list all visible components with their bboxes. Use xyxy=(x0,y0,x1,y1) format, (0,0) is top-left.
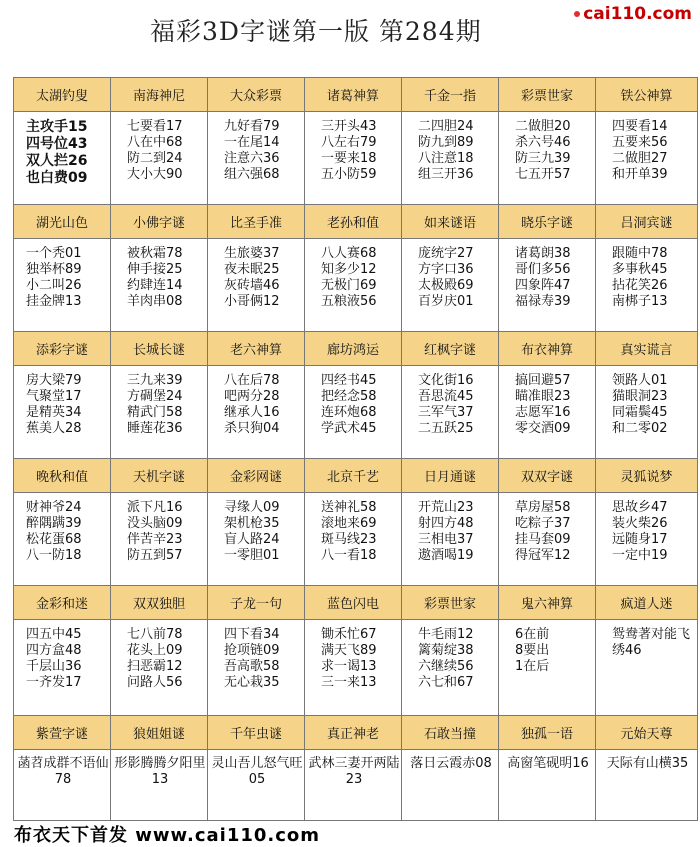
riddle-line: 小二叫26 xyxy=(26,278,82,293)
riddle-line: 杀六号46 xyxy=(515,135,571,150)
expert-name: 诸葛神算 xyxy=(305,78,402,112)
riddle-cell xyxy=(111,750,208,821)
riddle-cell xyxy=(208,750,305,821)
riddle-line: 七五开57 xyxy=(515,167,571,182)
expert-name: 天机字谜 xyxy=(111,459,208,493)
expert-name: 晓乐字谜 xyxy=(499,205,596,239)
riddle-cell xyxy=(499,620,596,716)
riddle-line: 房大梁79 xyxy=(26,373,82,388)
riddle-line: 七要看17 xyxy=(127,119,183,134)
riddle-line: 小哥俩12 xyxy=(224,294,280,309)
riddle-line: 零交酒09 xyxy=(515,421,571,436)
riddle-line: 松花蛋68 xyxy=(26,532,82,547)
riddle-line: 射四方48 xyxy=(418,516,474,531)
expert-name: 大众彩票 xyxy=(208,78,305,112)
riddle-line: 锄禾忙67 xyxy=(321,627,377,642)
riddle-line: 气聚堂17 xyxy=(26,389,82,404)
riddle-line: 醉隅蹒39 xyxy=(26,516,82,531)
riddle-cell xyxy=(208,112,305,205)
riddle-line: 防九到89 xyxy=(418,135,474,150)
riddle-line: 文化街16 xyxy=(418,373,474,388)
riddle-line: 百岁庆01 xyxy=(418,294,474,309)
riddle-line: 三开头43 xyxy=(321,119,377,134)
riddle-line: 庞统字27 xyxy=(418,246,474,261)
riddle-line: 瞄准眼23 xyxy=(515,389,571,404)
riddle-line: 鸳鸯著对能飞绣46 xyxy=(612,627,691,658)
riddle-line: 篱菊绽38 xyxy=(418,643,474,658)
riddle-cell xyxy=(402,493,499,586)
riddle-line: 八左右79 xyxy=(321,135,377,150)
riddle-line: 把经念58 xyxy=(321,389,377,404)
riddle-line: 四象阵47 xyxy=(515,278,571,293)
riddle-line: 哥们多56 xyxy=(515,262,571,277)
expert-name: 蓝色闪电 xyxy=(305,586,402,620)
riddle-line: 吧两分28 xyxy=(224,389,280,404)
riddle-line: 学武术45 xyxy=(321,421,377,436)
logo-dot-icon xyxy=(574,11,580,17)
expert-name: 子龙一句 xyxy=(208,586,305,620)
riddle-line: 没头脑09 xyxy=(127,516,183,531)
riddle-line: 寻缘人09 xyxy=(224,500,280,515)
riddle-grid xyxy=(13,77,698,821)
riddle-cell xyxy=(305,366,402,459)
riddle-line: 无极门69 xyxy=(321,278,377,293)
riddle-line: 挂金牌13 xyxy=(26,294,82,309)
riddle-line: 架机枪35 xyxy=(224,516,280,531)
riddle-cell xyxy=(596,750,698,821)
expert-name: 老六神算 xyxy=(208,332,305,366)
riddle-cell xyxy=(208,620,305,716)
riddle-cell xyxy=(208,366,305,459)
riddle-cell xyxy=(499,112,596,205)
expert-name: 双双字谜 xyxy=(499,459,596,493)
riddle-line: 远随身17 xyxy=(612,532,668,547)
riddle-line: 牛毛雨12 xyxy=(418,627,474,642)
riddle-line: 一零胆01 xyxy=(224,548,280,563)
riddle-line: 方碉堡24 xyxy=(127,389,183,404)
expert-name: 灵狐说梦 xyxy=(596,459,698,493)
riddle-cell xyxy=(305,750,402,821)
expert-name: 如来谜语 xyxy=(402,205,499,239)
riddle-line: 精武门58 xyxy=(127,405,183,420)
riddle-cell xyxy=(402,366,499,459)
header-row xyxy=(14,459,698,493)
riddle-line: 一在尾14 xyxy=(224,135,280,150)
riddle-line: 得冠军12 xyxy=(515,548,571,563)
riddle-line: 六七和67 xyxy=(418,675,474,690)
riddle-line: 扫恶霸12 xyxy=(127,659,183,674)
riddle-line: 知多少12 xyxy=(321,262,377,277)
riddle-line: 大小大90 xyxy=(127,167,183,182)
expert-name: 狼姐姐谜 xyxy=(111,716,208,750)
expert-name: 湖光山色 xyxy=(14,205,111,239)
riddle-line: 组六强68 xyxy=(224,167,280,182)
riddle-cell xyxy=(111,493,208,586)
riddle-line: 多事秋45 xyxy=(612,262,668,277)
riddle-cell xyxy=(596,493,698,586)
riddle-line: 三九来39 xyxy=(127,373,183,388)
riddle-line: 五粮液56 xyxy=(321,294,377,309)
riddle-cell xyxy=(402,112,499,205)
riddle-line: 盲人路24 xyxy=(224,532,280,547)
content-row xyxy=(14,239,698,332)
expert-name: 廊坊鸿运 xyxy=(305,332,402,366)
riddle-line: 羊肉串08 xyxy=(127,294,183,309)
riddle-line: 太极殿69 xyxy=(418,278,474,293)
riddle-cell xyxy=(305,112,402,205)
riddle-line: 八人赛68 xyxy=(321,246,377,261)
riddle-line: 二做胆20 xyxy=(515,119,571,134)
expert-name: 太湖钓叟 xyxy=(14,78,111,112)
riddle-line: 跟随中78 xyxy=(612,246,668,261)
riddle-line: 一定中19 xyxy=(612,548,668,563)
expert-name: 金彩网谜 xyxy=(208,459,305,493)
riddle-line: 吾高歌58 xyxy=(224,659,280,674)
riddle-cell xyxy=(208,493,305,586)
riddle-line: 二五跃25 xyxy=(418,421,474,436)
riddle-cell xyxy=(596,239,698,332)
header-row xyxy=(14,205,698,239)
riddle-line: 福禄寿39 xyxy=(515,294,571,309)
expert-name: 红枫字谜 xyxy=(402,332,499,366)
header-row xyxy=(14,332,698,366)
riddle-cell xyxy=(14,239,111,332)
riddle-line: 送神礼58 xyxy=(321,500,377,515)
riddle-line: 千层山36 xyxy=(26,659,82,674)
expert-name: 真正神老 xyxy=(305,716,402,750)
riddle-line: 武林三妻开两陆23 xyxy=(308,756,400,787)
riddle-line: 吾思流45 xyxy=(418,389,474,404)
riddle-line: 六继续56 xyxy=(418,659,474,674)
riddle-cell xyxy=(111,239,208,332)
riddle-line: 主攻手15 xyxy=(26,119,88,135)
riddle-line: 五要来56 xyxy=(612,135,668,150)
riddle-line: 防三九39 xyxy=(515,151,571,166)
riddle-line: 灵山吾儿怒气旺05 xyxy=(211,756,303,787)
riddle-line: 一要来18 xyxy=(321,151,377,166)
riddle-line: 生旅婆37 xyxy=(224,246,280,261)
riddle-line: 猫眼洞23 xyxy=(612,389,668,404)
riddle-line: 连环炮68 xyxy=(321,405,377,420)
riddle-cell xyxy=(111,620,208,716)
expert-name: 老孙和值 xyxy=(305,205,402,239)
riddle-line: 天际有山横35 xyxy=(606,756,689,771)
riddle-line: 8要出 xyxy=(515,643,550,658)
expert-name: 晚秋和值 xyxy=(14,459,111,493)
riddle-line: 杀只狗04 xyxy=(224,421,280,436)
riddle-line: 满天飞89 xyxy=(321,643,377,658)
header-row xyxy=(14,716,698,750)
content-row xyxy=(14,750,698,821)
riddle-cell xyxy=(111,366,208,459)
riddle-cell xyxy=(14,366,111,459)
content-row xyxy=(14,493,698,586)
riddle-line: 防五到57 xyxy=(127,548,183,563)
riddle-line: 无心栽35 xyxy=(224,675,280,690)
riddle-line: 开荒山23 xyxy=(418,500,474,515)
riddle-cell xyxy=(499,493,596,586)
riddle-line: 滚地来69 xyxy=(321,516,377,531)
riddle-line: 同霜鬓45 xyxy=(612,405,668,420)
riddle-line: 独举杯89 xyxy=(26,262,82,277)
riddle-line: 组三开36 xyxy=(418,167,474,182)
expert-name: 元始天尊 xyxy=(596,716,698,750)
riddle-line: 八在中68 xyxy=(127,135,183,150)
riddle-cell xyxy=(499,750,596,821)
riddle-cell xyxy=(305,239,402,332)
riddle-line: 拈花笑26 xyxy=(612,278,668,293)
expert-name: 双双独胆 xyxy=(111,586,208,620)
riddle-cell xyxy=(596,366,698,459)
riddle-line: 思故乡47 xyxy=(612,500,668,515)
expert-name: 比圣手准 xyxy=(208,205,305,239)
riddle-line: 防二到24 xyxy=(127,151,183,166)
riddle-cell xyxy=(499,239,596,332)
riddle-line: 三相电37 xyxy=(418,532,474,547)
riddle-line: 抢项链09 xyxy=(224,643,280,658)
riddle-line: 四下看34 xyxy=(224,627,280,642)
expert-name: 长城长谜 xyxy=(111,332,208,366)
expert-name: 小佛字谜 xyxy=(111,205,208,239)
riddle-line: 求一谒13 xyxy=(321,659,377,674)
riddle-cell xyxy=(596,112,698,205)
riddle-line: 高窗笔砚明16 xyxy=(507,756,589,771)
riddle-line: 二做胆27 xyxy=(612,151,668,166)
riddle-cell xyxy=(402,750,499,821)
expert-name: 南海神尼 xyxy=(111,78,208,112)
riddle-line: 双人拦26 xyxy=(26,153,88,169)
riddle-line: 睡莲花36 xyxy=(127,421,183,436)
riddle-line: 草房屋58 xyxy=(515,500,571,515)
content-row xyxy=(14,620,698,716)
riddle-line: 是精英34 xyxy=(26,405,82,420)
expert-name: 真实谎言 xyxy=(596,332,698,366)
riddle-line: 夜未眠25 xyxy=(224,262,280,277)
riddle-cell xyxy=(14,750,111,821)
riddle-cell xyxy=(111,112,208,205)
riddle-line: 斑马线23 xyxy=(321,532,377,547)
riddle-line: 装火柴26 xyxy=(612,516,668,531)
expert-name: 铁公神算 xyxy=(596,78,698,112)
riddle-line: 南梆子13 xyxy=(612,294,668,309)
expert-name: 千年虫谜 xyxy=(208,716,305,750)
expert-name: 彩票世家 xyxy=(499,78,596,112)
riddle-line: 伸手接25 xyxy=(127,262,183,277)
riddle-line: 遨酒喝19 xyxy=(418,548,474,563)
riddle-line: 落日云霞赤08 xyxy=(410,756,492,771)
riddle-line: 灰砖墙46 xyxy=(224,278,280,293)
riddle-line: 八注意18 xyxy=(418,151,474,166)
riddle-line: 被秋霜78 xyxy=(127,246,183,261)
expert-name: 彩票世家 xyxy=(402,586,499,620)
expert-name: 紫萱字谜 xyxy=(14,716,111,750)
riddle-line: 花头上09 xyxy=(127,643,183,658)
riddle-line: 八一防18 xyxy=(26,548,82,563)
riddle-line: 八在后78 xyxy=(224,373,280,388)
riddle-line: 二四胆24 xyxy=(418,119,474,134)
riddle-line: 四要看14 xyxy=(612,119,668,134)
riddle-cell xyxy=(14,493,111,586)
riddle-line: 和二零02 xyxy=(612,421,668,436)
riddle-line: 一齐发17 xyxy=(26,675,82,690)
content-row xyxy=(14,366,698,459)
riddle-line: 四经书45 xyxy=(321,373,377,388)
riddle-line: 方字口36 xyxy=(418,262,474,277)
riddle-line: 领路人01 xyxy=(612,373,668,388)
header-row xyxy=(14,586,698,620)
riddle-line: 三军气37 xyxy=(418,405,474,420)
riddle-line: 挂马套09 xyxy=(515,532,571,547)
expert-name: 石敢当撞 xyxy=(402,716,499,750)
expert-name: 吕洞宾谜 xyxy=(596,205,698,239)
riddle-cell xyxy=(305,620,402,716)
riddle-cell xyxy=(208,239,305,332)
riddle-line: 三一来13 xyxy=(321,675,377,690)
riddle-line: 九好看79 xyxy=(224,119,280,134)
riddle-line: 一个秃01 xyxy=(26,246,82,261)
expert-name: 鬼六神算 xyxy=(499,586,596,620)
riddle-line: 四五中45 xyxy=(26,627,82,642)
riddle-line: 1在后 xyxy=(515,659,550,674)
riddle-cell xyxy=(499,366,596,459)
riddle-line: 注意六36 xyxy=(224,151,280,166)
riddle-cell xyxy=(596,620,698,716)
riddle-line: 形影腾腾夕阳里13 xyxy=(114,756,206,787)
expert-name: 疯道人迷 xyxy=(596,586,698,620)
riddle-cell xyxy=(14,620,111,716)
riddle-cell xyxy=(402,620,499,716)
riddle-line: 6在前 xyxy=(515,627,550,642)
riddle-line: 吃粽子37 xyxy=(515,516,571,531)
riddle-cell xyxy=(14,112,111,205)
expert-name: 北京千艺 xyxy=(305,459,402,493)
page-title: 福彩3D字谜第一版 第284期 xyxy=(150,17,482,46)
riddle-line: 八一看18 xyxy=(321,548,377,563)
riddle-line: 五小防59 xyxy=(321,167,377,182)
riddle-line: 菡苕成群不语仙78 xyxy=(17,756,109,787)
expert-name: 金彩和迷 xyxy=(14,586,111,620)
content-row xyxy=(14,112,698,205)
header-row xyxy=(14,78,698,112)
expert-name: 独孤一语 xyxy=(499,716,596,750)
riddle-line: 蕉美人28 xyxy=(26,421,82,436)
site-logo xyxy=(574,4,692,24)
riddle-line: 志愿军16 xyxy=(515,405,571,420)
site-logo-text: cai110.com xyxy=(583,4,692,24)
riddle-line: 七八前78 xyxy=(127,627,183,642)
riddle-cell xyxy=(305,493,402,586)
expert-name: 布衣神算 xyxy=(499,332,596,366)
riddle-line: 问路人56 xyxy=(127,675,183,690)
riddle-line: 也白费09 xyxy=(26,170,88,186)
riddle-line: 约肆连14 xyxy=(127,278,183,293)
riddle-line: 四号位43 xyxy=(26,136,88,152)
riddle-line: 搞回避57 xyxy=(515,373,571,388)
riddle-line: 诸葛朗38 xyxy=(515,246,571,261)
expert-name: 日月通谜 xyxy=(402,459,499,493)
expert-name: 添彩字谜 xyxy=(14,332,111,366)
riddle-cell xyxy=(402,239,499,332)
riddle-line: 派下凡16 xyxy=(127,500,183,515)
expert-name: 千金一指 xyxy=(402,78,499,112)
riddle-line: 四方盒48 xyxy=(26,643,82,658)
footer-credit: 布衣天下首发 www.cai110.com xyxy=(14,825,321,846)
riddle-line: 继承人16 xyxy=(224,405,280,420)
riddle-line: 伴苦辛23 xyxy=(127,532,183,547)
riddle-line: 和开单39 xyxy=(612,167,668,182)
riddle-line: 财神爷24 xyxy=(26,500,82,515)
